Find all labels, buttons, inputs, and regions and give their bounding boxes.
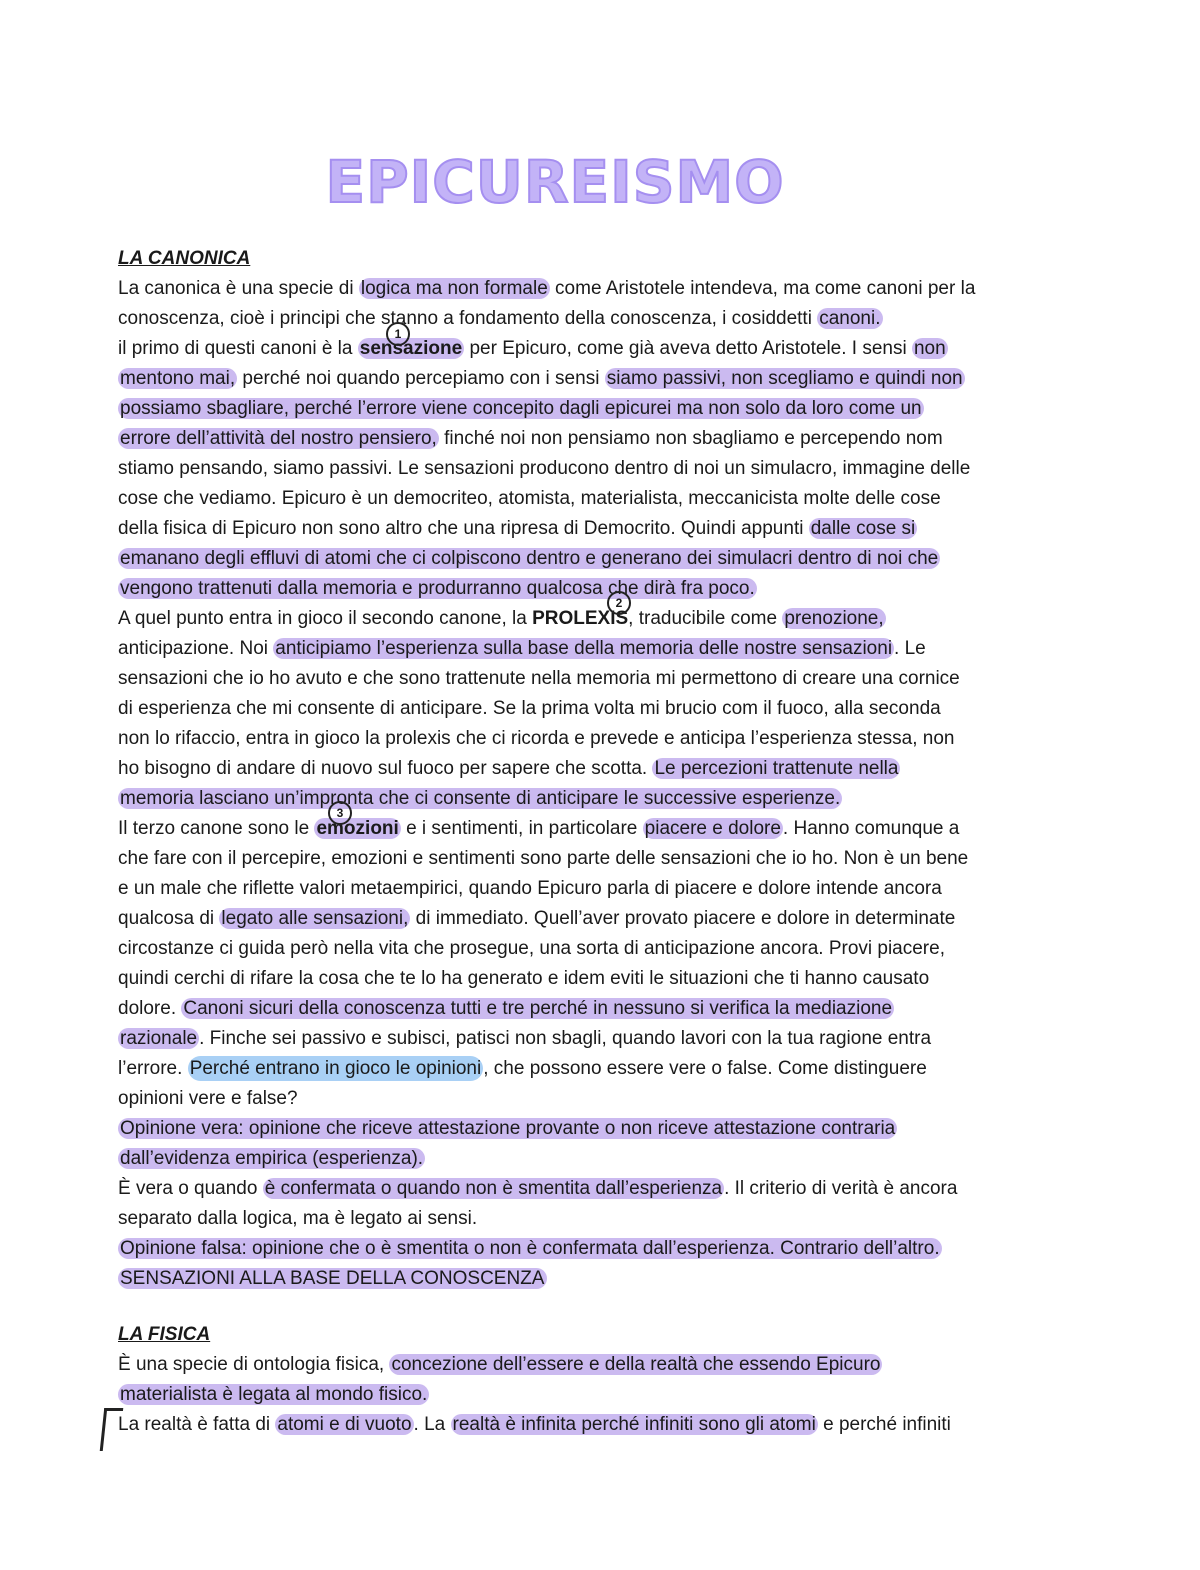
text-run: Il terzo canone sono le [118, 818, 315, 839]
highlight: Opinione falsa: opinione che o è smentita o non è confermata dall’esperienza. Contrario dell’altro. [120, 1238, 940, 1259]
highlight: anticipiamo l’esperienza sulla base della memoria delle nostre sensazioni [275, 638, 893, 659]
highlight: dalle cose si [810, 518, 916, 539]
highlight: Opinione vera: opinione che riceve attestazione provante o non riceve attestazione contraria [120, 1118, 896, 1139]
text-run: . Le [894, 638, 926, 659]
highlight: realtà è infinita perché infiniti sono gli atomi [452, 1414, 816, 1435]
paragraph-line [118, 454, 970, 484]
handwritten-bracket-mark [100, 1408, 124, 1451]
text-run: come Aristotele intendeva, ma come canoni per la [549, 278, 976, 299]
paragraph-line [118, 1114, 897, 1144]
paragraph-line [118, 994, 894, 1024]
paragraph-line [118, 694, 941, 724]
text-run: stiamo pensando, siamo passivi. Le sensazioni producono dentro di noi un simulacro, immagine delle [118, 458, 971, 479]
keyword-prolexis: PROLEXIS [532, 608, 629, 629]
paragraph-line [118, 904, 955, 934]
text-run: ho bisogno di andare di nuovo sul fuoco per sapere che scotta. [118, 758, 653, 779]
text-run: . La [413, 1414, 451, 1435]
heading-text: LA FISICA [118, 1324, 211, 1345]
highlight: è confermata o quando non è smentita dall’esperienza [264, 1178, 723, 1199]
paragraph-line [118, 844, 968, 874]
paragraph-line [118, 274, 975, 304]
paragraph-line [118, 754, 900, 784]
paragraph-line [118, 514, 917, 544]
paragraph-line [118, 784, 842, 814]
paragraph-line [118, 304, 883, 334]
text-run: qualcosa di [118, 908, 220, 929]
text-run: perché noi quando percepiamo con i sensi [237, 368, 605, 389]
text-run: . Finche sei passivo e subisci, patisci non sbagli, quando lavori con la tua ragione entra [199, 1028, 932, 1049]
text-run: cose che vediamo. Epicuro è un democriteo, atomista, materialista, meccanicista molte delle cose [118, 488, 941, 509]
paragraph-line [118, 1380, 429, 1410]
paragraph-line [118, 1350, 882, 1380]
text-run: che fare con il percepire, emozioni e sentimenti sono parte delle sensazioni che io ho. Non è un bene [118, 848, 969, 869]
document-title [325, 142, 785, 222]
paragraph-line [118, 364, 965, 394]
highlight: possiamo sbagliare, perché l’errore viene concepito dagli epicurei ma non solo da loro come un [120, 398, 922, 419]
paragraph-line [118, 1144, 425, 1174]
highlight-blue: Perché entrano in gioco le opinioni [189, 1058, 482, 1079]
paragraph-line [118, 1234, 942, 1264]
highlight: Le percezioni trattenute nella [654, 758, 899, 779]
paragraph-line [118, 934, 945, 964]
highlight: concezione dell’essere e della realtà che essendo Epicuro [391, 1354, 881, 1375]
highlight: non [913, 338, 946, 359]
paragraph-line [118, 574, 757, 604]
text-run: . Hanno comunque a [782, 818, 960, 839]
highlight: materialista è legata al mondo fisico. [120, 1384, 428, 1405]
text-run: È una specie di ontologia fisica, [118, 1354, 390, 1375]
highlight: mentono mai, [120, 368, 236, 389]
heading-text: LA CANONICA [118, 248, 251, 269]
text-run: e i sentimenti, in particolare [400, 818, 643, 839]
highlight: SENSAZIONI ALLA BASE DELLA CONOSCENZA [120, 1268, 545, 1289]
text-run: A quel punto entra in gioco il secondo canone, la [118, 608, 533, 629]
paragraph-line [118, 664, 960, 694]
paragraph-line [118, 1024, 931, 1054]
highlight: dall’evidenza empirica (esperienza). [120, 1148, 424, 1169]
text-run: della fisica di Epicuro non sono altro che una ripresa di Democrito. Quindi appunti [118, 518, 809, 539]
text-run: e perché infiniti [817, 1414, 951, 1435]
text-run: di esperienza che mi consente di anticipare. Se la prima volta mi brucio com il fuoco, alla seconda [118, 698, 941, 719]
title-text: EPICUREISMO [325, 148, 785, 216]
paragraph-line [118, 964, 929, 994]
paragraph-line [118, 724, 954, 754]
text-run: dolore. [118, 998, 182, 1019]
text-run: per Epicuro, come già aveva detto Aristotele. I sensi [464, 338, 912, 359]
text-run: il primo di questi canoni è la [118, 338, 358, 359]
text-run: non lo rifaccio, entra in gioco la prolexis che ci ricorda e prevede e anticipa l’esperienza stessa, non [118, 728, 955, 749]
keyword-sensazione: sensazione [359, 338, 463, 359]
highlight: errore dell’attività del nostro pensiero, [120, 428, 437, 449]
text-run: La realtà è fatta di [118, 1414, 276, 1435]
text-run: opinioni vere e false? [118, 1088, 298, 1109]
marker-circle-2: 2 [607, 591, 631, 615]
paragraph-line [118, 814, 959, 844]
text-run: conoscenza, cioè i principi che stanno a fondamento della conoscenza, i cosiddetti [118, 308, 818, 329]
text-run: finché noi non pensiamo non sbagliamo e percependo nom [438, 428, 943, 449]
highlight: canoni. [819, 308, 881, 329]
paragraph-line [118, 634, 926, 664]
highlight: razionale [120, 1028, 198, 1049]
highlight: prenozione, [784, 608, 884, 629]
section-heading-canonica [118, 244, 250, 274]
section-heading-fisica [118, 1320, 210, 1350]
paragraph-line [118, 874, 942, 904]
marker-circle-1: 1 [386, 322, 410, 346]
paragraph-line [118, 1054, 927, 1084]
paragraph-line [118, 424, 943, 454]
keyword-emozioni: emozioni [316, 818, 399, 839]
text-run: e un male che riflette valori metaempirici, quando Epicuro parla di piacere e dolore intende ancora [118, 878, 942, 899]
paragraph-line [118, 1204, 477, 1234]
highlight: siamo passivi, non scegliamo e quindi non [606, 368, 963, 389]
text-run: , che possono essere vere o false. Come distinguere [483, 1058, 927, 1079]
text-run: l’errore. [118, 1058, 188, 1079]
paragraph-line [118, 604, 886, 634]
paragraph-line [118, 394, 924, 424]
paragraph-line [118, 1264, 547, 1294]
highlight: logica ma non formale [360, 278, 548, 299]
paragraph-line [118, 484, 941, 514]
paragraph-line [118, 1174, 957, 1204]
highlight: memoria lasciano un’impronta che ci consente di anticipare le successive esperienze. [120, 788, 841, 809]
marker-circle-3: 3 [328, 801, 352, 825]
text-run: di immediato. Quell’aver provato piacere e dolore in determinate [410, 908, 956, 929]
text-run: anticipazione. Noi [118, 638, 274, 659]
paragraph-line [118, 544, 940, 574]
highlight: Canoni sicuri della conoscenza tutti e tre perché in nessuno si verifica la mediazione [183, 998, 893, 1019]
highlight: emanano degli effluvi di atomi che ci colpiscono dentro e generano dei simulacri dentro di noi che [120, 548, 939, 569]
highlight: legato alle sensazioni, [221, 908, 409, 929]
paragraph-line [118, 1410, 951, 1440]
text-run: quindi cerchi di rifare la cosa che te lo ha generato e idem eviti le situazioni che ti hanno causato [118, 968, 930, 989]
text-run: , traducibile come [628, 608, 783, 629]
text-run: circostanze ci guida però nella vita che prosegue, una sorta di anticipazione ancora. Provi piacere, [118, 938, 945, 959]
text-run: . Il criterio di verità è ancora [724, 1178, 958, 1199]
highlight: piacere e dolore [644, 818, 781, 839]
paragraph-line [118, 1084, 298, 1114]
highlight: vengono trattenuti dalla memoria e produrranno qualcosa che dirà fra poco. [120, 578, 755, 599]
highlight: atomi e di vuoto [277, 1414, 412, 1435]
paragraph-line [118, 334, 948, 364]
text-run: separato dalla logica, ma è legato ai sensi. [118, 1208, 478, 1229]
text-run: La canonica è una specie di [118, 278, 359, 299]
text-run: È vera o quando [118, 1178, 263, 1199]
text-run: sensazioni che io ho avuto e che sono trattenute nella memoria mi permettono di creare una cornice [118, 668, 960, 689]
